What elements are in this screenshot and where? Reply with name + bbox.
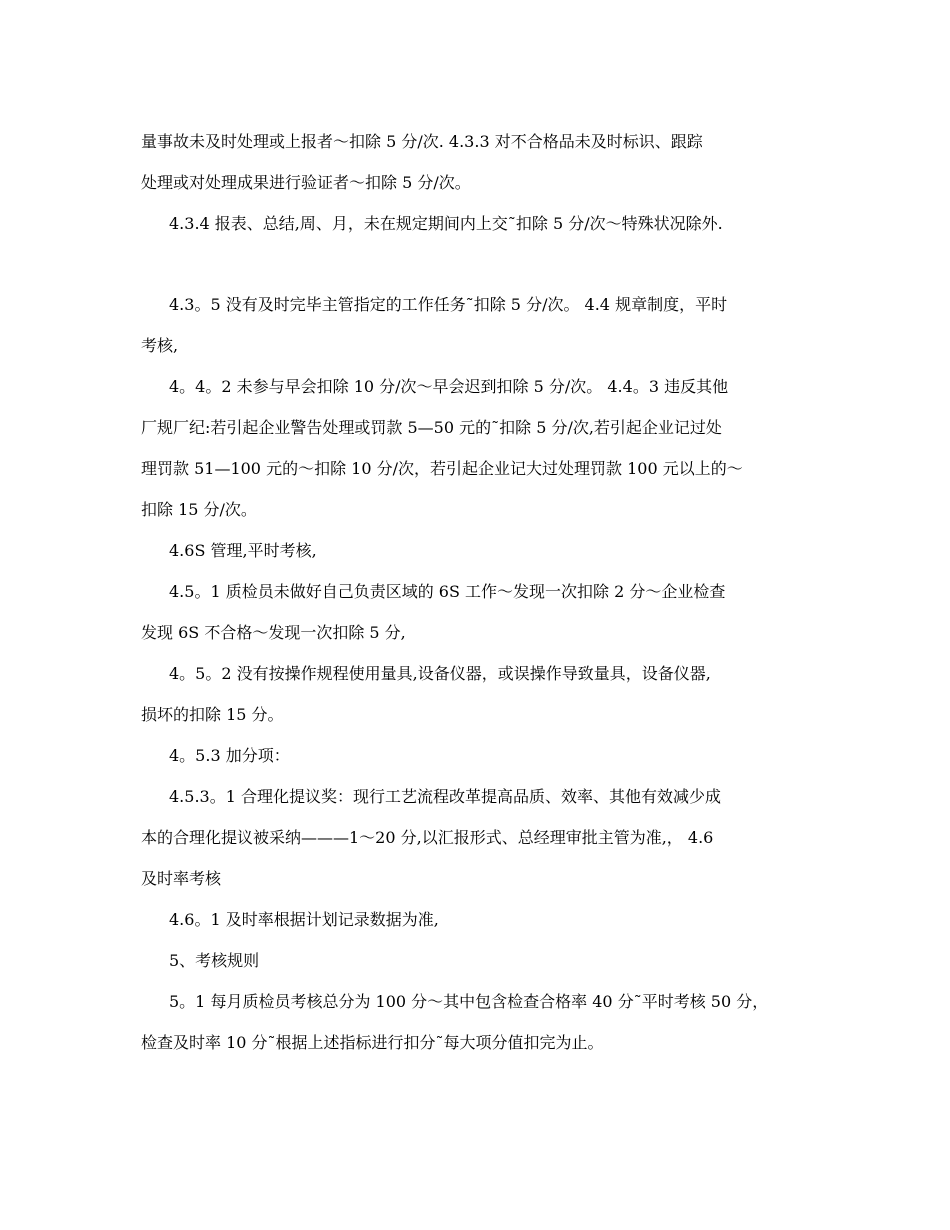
text-line: 损坏的扣除 15 分。 [141, 705, 284, 724]
text-line: 4.3。5 没有及时完毕主管指定的工作任务˜扣除 5 分/次。 4.4 规章制度，平时 [169, 295, 728, 314]
text-line: 扣除 15 分/次。 [141, 500, 257, 519]
text-line: 检查及时率 10 分˜根据上述指标进行扣分˜每大项分值扣完为止。 [141, 1033, 604, 1052]
text-line: 及时率考核 [141, 869, 222, 888]
text-line: 量事故未及时处理或上报者～扣除 5 分/次. 4.3.3 对不合格品未及时标识、跟踪 [141, 132, 703, 151]
text-line: 4.5。1 质检员未做好自己负责区域的 6S 工作～发现一次扣除 2 分～企业检查 [169, 582, 726, 601]
text-line: 处理或对处理成果进行验证者～扣除 5 分/次。 [141, 173, 471, 192]
text-line: 4.6。1 及时率根据计划记录数据为准, [169, 910, 439, 929]
text-line: 4。4。2 未参与早会扣除 10 分/次～早会迟到扣除 5 分/次。 4.4。3 违反其他 [169, 377, 729, 396]
text-line: 5。1 每月质检员考核总分为 100 分～其中包含检查合格率 40 分˜平时考核 50 分， [169, 992, 769, 1011]
text-line: 4。5.3 加分项： [169, 746, 290, 765]
section-heading: 5、考核规则 [169, 951, 260, 970]
text-line: 4。5。2 没有按操作规程使用量具,设备仪器，或误操作导致量具，设备仪器, [169, 664, 711, 683]
text-line: 考核, [141, 336, 179, 355]
text-line: 理罚款 51—100 元的～扣除 10 分/次，若引起企业记大过处理罚款 100 元以上的～ [141, 459, 743, 478]
text-line: 4.5.3。1 合理化提议奖：现行工艺流程改革提高品质、效率、其他有效减少成 [169, 787, 721, 806]
text-line: 本的合理化提议被采纳———1～20 分,以汇报形式、总经理审批主管为准,， 4.6 [141, 828, 714, 847]
text-line: 发现 6S 不合格～发现一次扣除 5 分, [141, 623, 406, 642]
text-line: 4.6S 管理,平时考核, [169, 541, 317, 560]
text-line: 厂规厂纪:若引起企业警告处理或罚款 5—50 元的˜扣除 5 分/次,若引起企业记过处 [141, 418, 722, 437]
text-line: 4.3.4 报表、总结,周、月，未在规定期间内上交˜扣除 5 分/次～特殊状况除外. [169, 214, 723, 233]
